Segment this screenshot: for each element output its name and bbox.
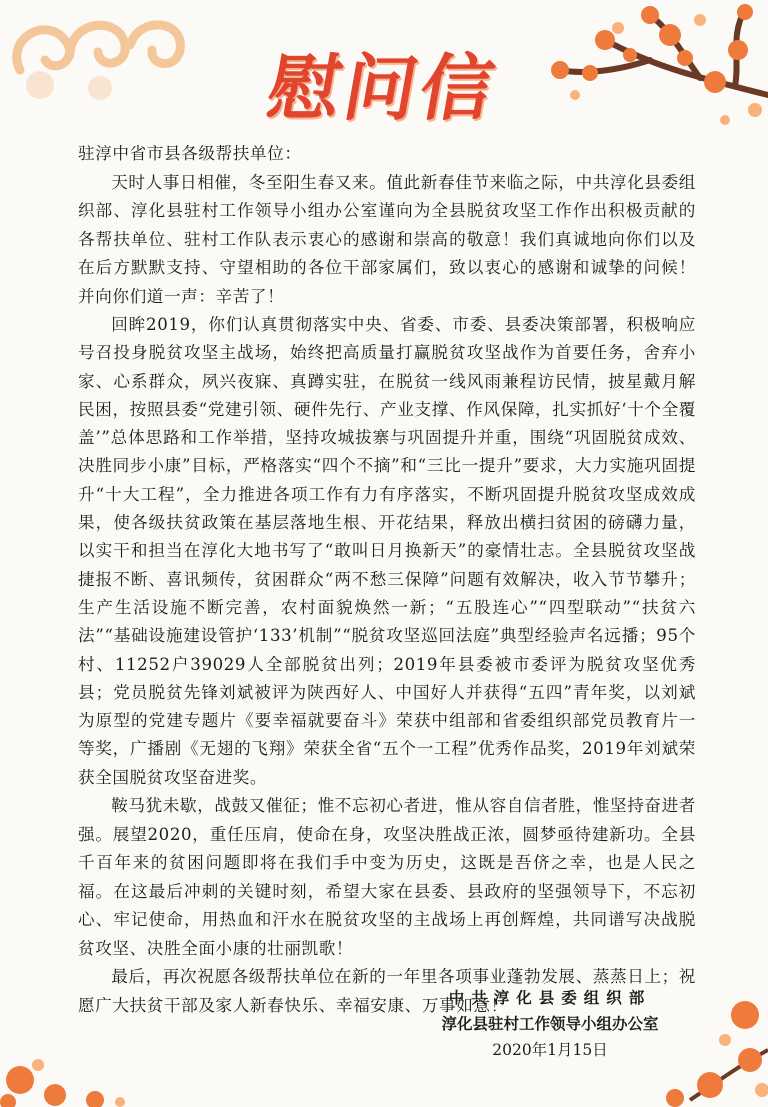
letter-body	[78, 140, 696, 1020]
signature-date: 2020年1月15日	[492, 1041, 608, 1059]
salutation: 驻淳中省市县各级帮扶单位：	[78, 144, 302, 163]
paragraph-greeting: 天时人事日相催，冬至阳生春又来。值此新春佳节来临之际，中共淳化县委组织部、淳化县驻村工作领导小组办公室谨向为全县脱贫攻坚工作作出积极贡献的各帮扶单位、驻村工作队表示衷心的感谢和崇高的敬意！我们真诚地向你们以及在后方默默支持、守望相助的各位干部家属们，致以衷心的感谢和诚挚的问候！并向你们道一声：辛苦了！	[78, 172, 696, 306]
bottom-left-blossom-icon	[0, 1040, 140, 1107]
paragraph-review-2019: 回眸2019，你们认真贯彻落实中央、省委、市委、县委决策部署，积极响应号召投身脱贫攻坚主战场，始终把高质量打赢脱贫攻坚战作为首要任务，舍弃小家、心系群众，夙兴夜寐、真蹲实驻，在脱贫一线风雨兼程访民情，披星戴月解民困，按照县委“党建引领、硬件先行、产业支撑、作风保障，扎实抓好‘十个全覆盖’”总体思路和工作举措，坚持攻城拔寨与巩固提升并重，围绕“巩固脱贫成效、决胜同步小康”目标，严格落实“四个不摘”和“三比一提升”要求，大力实施巩固提升“十大工程”，全力推进各项工作有力有序落实，不断巩固提升脱贫攻坚成效成果，使各级扶贫政策在基层落地生根、开花结果，释放出横扫贫困的磅礴力量，以实干和担当在淳化大地书写了“敢叫日月换新天”的豪情壮志。全县脱贫攻坚战捷报不断、喜讯频传，贫困群众“两不愁三保障”问题有效解决，收入节节攀升；生产生活设施不断完善，农村面貌焕然一新；“五股连心”“四型联动”“扶贫六法”“基础设施建设管护‘133’机制”“脱贫攻坚巡回法庭”典型经验声名远播；95个村、11252户39029人全部脱贫出列；2019年县委被市委评为脱贫攻坚优秀县；党员脱贫先锋刘斌被评为陕西好人、中国好人并获得“五四”青年奖，以刘斌为原型的党建专题片《要幸福就要奋斗》荣获中组部和省委组织部党员教育片一等奖，广播剧《无翅的飞翔》荣获全省“五个一工程”优秀作品奖，2019年刘斌荣获全国脱贫攻坚奋进奖。	[78, 315, 696, 787]
paragraph-closing-wishes: 最后，再次祝愿各级帮扶单位在新的一年里各项事业蓬勃发展、蒸蒸日上；祝愿广大扶贫干部及家人新春快乐、幸福安康、万事如意！	[78, 967, 696, 1015]
paragraph-outlook-2020: 鞍马犹未歇，战鼓又催征；惟不忘初心者进，惟从容自信者胜，惟坚持奋进者强。展望2020，重任压肩，使命在身，攻坚决胜战正浓，圆梦亟待建新功。全县千百年来的贫困问题即将在我们手中变为历史，这既是吾侪之幸，也是人民之福。在这最后冲刺的关键时刻，希望大家在县委、县政府的坚强领导下，不忘初心、牢记使命，用热血和汗水在脱贫攻坚的主战场上再创辉煌，共同谱写决战脱贫攻坚、决胜全面小康的壮丽凯歌！	[78, 796, 696, 958]
signature-office: 淳化县驻村工作领导小组办公室	[441, 1014, 659, 1033]
signature-block	[420, 985, 680, 1063]
signature-org: 中共淳化县委组织部	[448, 988, 652, 1007]
letter-title: 慰问信	[261, 45, 505, 130]
